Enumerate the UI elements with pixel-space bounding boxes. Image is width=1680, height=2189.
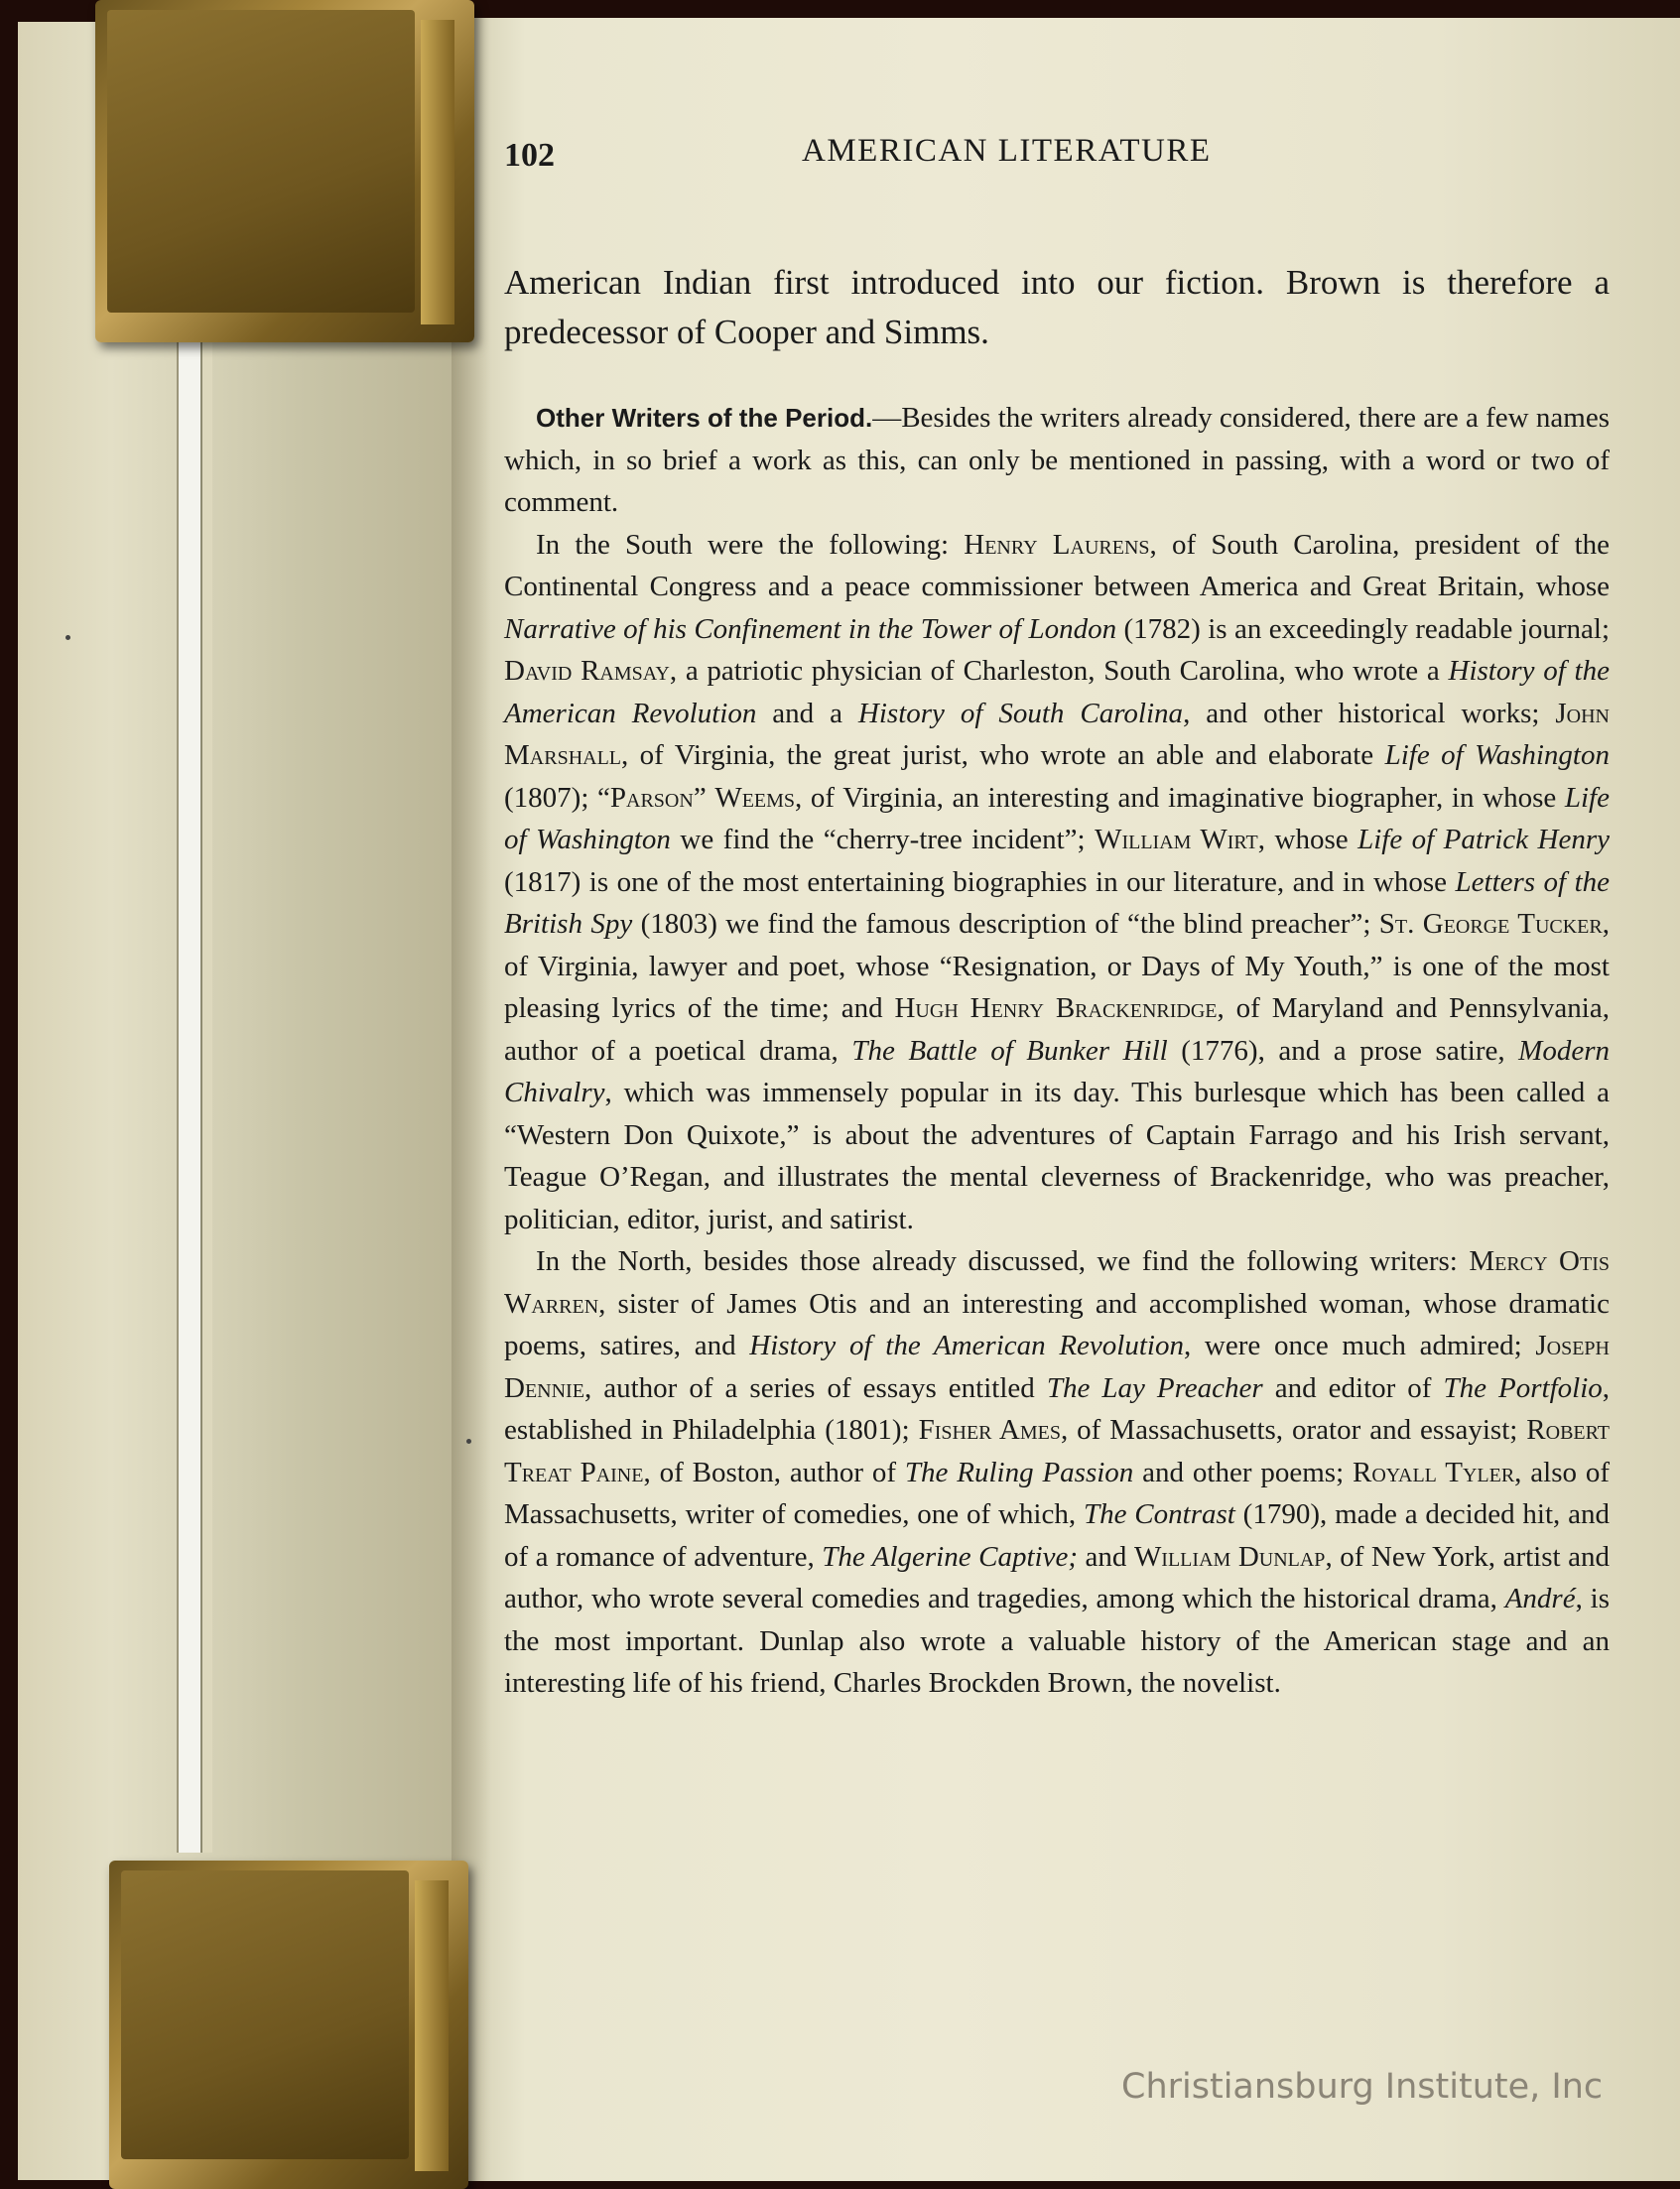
text-run: , and other historical works;	[1183, 697, 1556, 729]
text-run: , of Boston, author of	[643, 1456, 905, 1488]
text-run: , of Virginia, lawyer and poet, whose “Resignation, or Days of My Youth,” is one of the most pleasing lyrics of the time; and	[504, 908, 1610, 1024]
author-name: Weems	[714, 781, 796, 814]
author-name: Robert Treat Paine	[504, 1414, 1610, 1488]
text-run: and	[1078, 1540, 1134, 1573]
watermark: Christiansburg Institute, Inc	[1121, 2067, 1604, 2107]
text-run: and editor of	[1262, 1371, 1444, 1404]
author-name: John Marshall	[504, 697, 1610, 771]
page-clip-top-edge	[421, 20, 454, 324]
work-title: History of the American Revolution	[749, 1330, 1184, 1361]
text-run: (1790), made a decided hit, and of a romance of adventure,	[504, 1498, 1610, 1573]
work-title: Life of Washington	[504, 781, 1610, 855]
author-name: William Wirt	[1095, 824, 1258, 855]
author-name: Royall Tyler	[1353, 1456, 1515, 1488]
author-name: William Dunlap	[1133, 1540, 1326, 1573]
work-title: Life of Washington	[1384, 739, 1610, 771]
text-run: (1782) is an exceedingly readable journal;	[1116, 612, 1611, 645]
paragraph-text: —Besides the writers already considered, there are a few names which, in so brief a work as this, can only be mentioned in passing, with a word or two of comment.	[504, 402, 1611, 518]
page-text	[504, 129, 1610, 1705]
text-run: (1817) is one of the most entertaining biographies in our literature, and in whose	[504, 865, 1456, 898]
text-run: In the South were the following:	[536, 528, 965, 561]
text-run: (1807); “	[504, 781, 610, 814]
running-head	[504, 129, 1610, 189]
text-run: , of Virginia, an interesting and imaginative biographer, in whose	[795, 781, 1565, 814]
author-name: David Ramsay	[504, 655, 670, 687]
text-run: , of New York, artist and author, who wrote several comedies and tragedies, among which the historical drama,	[504, 1540, 1610, 1614]
author-name: Hugh Henry Brackenridge	[894, 992, 1218, 1024]
work-title: Life of Patrick Henry	[1357, 824, 1610, 855]
paragraph-north	[504, 1240, 1610, 1705]
gutter-shadow	[452, 18, 491, 2181]
paragraph-other-writers	[504, 397, 1610, 524]
speck	[65, 635, 70, 640]
author-name: Parson	[609, 781, 694, 814]
text-run: , author of a series of essays entitled	[583, 1371, 1047, 1404]
work-title: The Ruling Passion	[904, 1456, 1134, 1488]
author-name: Joseph Dennie	[504, 1330, 1610, 1404]
page-clip-bottom	[109, 1861, 468, 2189]
text-run: and a	[756, 697, 858, 729]
work-title: Narrative of his Confinement in the Tower of London	[504, 612, 1117, 645]
work-title: André	[1504, 1583, 1576, 1614]
text-run: , of South Carolina, president of the Continental Congress and a peace commissioner between America and Great Britain, whose	[504, 528, 1610, 602]
text-run: (1776), and a prose satire,	[1167, 1034, 1519, 1067]
work-title: The Lay Preacher	[1046, 1371, 1263, 1404]
text-run: , is the most important. Dunlap also wrote a valuable history of the American stage and an interesting life of his friend, Charles Brockden Brown, the novelist.	[504, 1583, 1611, 1699]
work-title: The Battle of Bunker Hill	[851, 1034, 1168, 1067]
page-clip-bottom-edge	[415, 1880, 449, 2171]
text-run: , established in Philadelphia (1801);	[504, 1371, 1611, 1446]
page-clip-bottom-face	[121, 1870, 409, 2159]
text-run: , were once much admired;	[1183, 1330, 1536, 1361]
running-title: AMERICAN LITERATURE	[802, 133, 1212, 169]
page-clip-top-face	[107, 10, 415, 313]
text-run: , of Massachusetts, orator and essayist;	[1060, 1414, 1527, 1446]
page-edge-stripe	[177, 290, 204, 1853]
text-run: (1803) we find the famous description of “the blind preacher”;	[632, 908, 1379, 940]
work-title: Letters of the British Spy	[504, 865, 1610, 940]
lead-paragraph: American Indian first introduced into our fiction. Brown is therefore a predecessor of Cooper and Simms.	[504, 263, 1610, 351]
author-name: Henry Laurens	[964, 528, 1150, 561]
speck	[466, 1439, 471, 1444]
work-title: The Algerine Captive;	[822, 1540, 1078, 1573]
work-title: History of South Carolina	[857, 697, 1184, 729]
text-run: , of Virginia, the great jurist, who wrote an able and elaborate	[621, 739, 1385, 771]
text-run: , sister of James Otis and an interesting and accomplished woman, whose dramatic poems, satires, and	[504, 1287, 1610, 1361]
page-edge-stripe-inner	[202, 290, 212, 1853]
text-run: , also of Massachusetts, writer of comedies, one of which,	[504, 1456, 1611, 1530]
author-name: Mercy Otis Warren	[504, 1245, 1610, 1320]
work-title: The Portfolio	[1443, 1371, 1603, 1404]
author-name: Fisher Ames	[918, 1414, 1061, 1446]
page-number: 102	[504, 137, 555, 174]
text-run: ”	[693, 781, 715, 814]
section-heading: Other Writers of the Period.	[536, 403, 873, 433]
work-title: Modern Chivalry	[504, 1034, 1610, 1108]
text-run: , a patriotic physician of Charleston, South Carolina, who wrote a	[669, 655, 1449, 687]
text-run: , which was immensely popular in its day. This burlesque which has been called a “Western Don Quixote,” is about the adventures of Captain Farrago and his Irish servant, Teague O’Regan, and illustrates the mental cleverness of Brackenridge, who was preacher, politician, editor, jurist, and satirist.	[504, 1077, 1610, 1235]
work-title: The Contrast	[1083, 1498, 1235, 1530]
text-run: we find the “cherry-tree incident”;	[670, 824, 1096, 855]
page-stack-edge	[18, 22, 484, 2180]
text-run: and other poems;	[1133, 1456, 1353, 1488]
paragraph-south	[504, 524, 1610, 1241]
text-run: , of Maryland and Pennsylvania, author of a poetical drama,	[504, 992, 1610, 1067]
text-run: In the North, besides those already discussed, we find the following writers:	[536, 1245, 1470, 1277]
page-clip-top	[95, 0, 474, 342]
text-run: , whose	[1257, 824, 1358, 855]
work-title: History of the American Revolution	[504, 655, 1610, 729]
author-name: St. George Tucker	[1378, 908, 1603, 940]
